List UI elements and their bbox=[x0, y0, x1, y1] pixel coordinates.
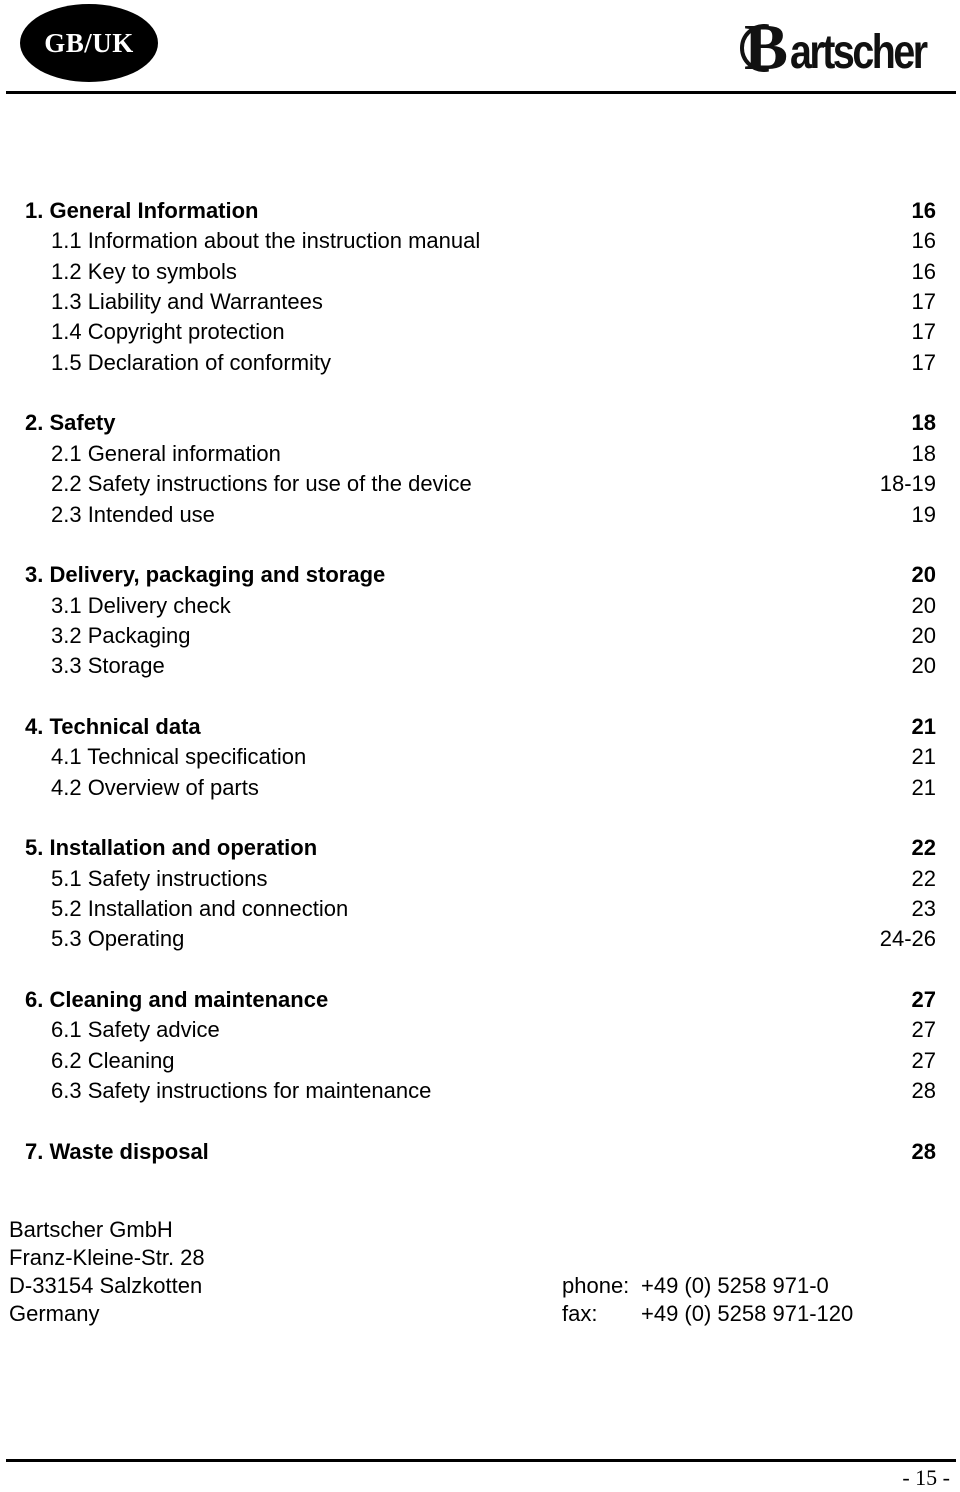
toc-label: 3. Delivery, packaging and storage bbox=[25, 562, 386, 588]
toc-page: 27 bbox=[911, 987, 936, 1013]
toc-page: 23 bbox=[911, 896, 936, 922]
toc-page: 28 bbox=[911, 1138, 936, 1164]
country: Germany bbox=[9, 1301, 100, 1326]
toc-page: 20 bbox=[911, 592, 936, 618]
toc-label: 4.1 Technical specification bbox=[51, 744, 307, 770]
toc-label: 5.1 Safety instructions bbox=[51, 865, 268, 891]
toc-page: 18 bbox=[911, 440, 936, 466]
toc-label: 3.3 Storage bbox=[51, 653, 165, 679]
phone-number: +49 (0) 5258 971-0 bbox=[641, 1273, 829, 1298]
toc-label: 2. Safety bbox=[25, 410, 116, 436]
toc-entry bbox=[0, 1076, 960, 1106]
toc-page: 16 bbox=[911, 228, 936, 254]
toc-label: 1.1 Information about the instruction manual bbox=[51, 228, 481, 254]
toc-label: 1. General Information bbox=[25, 198, 259, 223]
city: D-33154 Salzkotten bbox=[9, 1273, 203, 1298]
toc-label: 1.5 Declaration of conformity bbox=[51, 349, 332, 375]
street: Franz-Kleine-Str. 28 bbox=[9, 1245, 205, 1270]
toc-entry bbox=[0, 469, 960, 499]
toc-page: 17 bbox=[911, 319, 936, 345]
logo-text: artscher bbox=[790, 26, 926, 79]
toc-page: 21 bbox=[911, 744, 936, 770]
toc-entry bbox=[0, 894, 960, 924]
toc-entry bbox=[0, 348, 960, 378]
toc-entry bbox=[0, 651, 960, 681]
logo-mark-icon bbox=[744, 11, 792, 84]
logo-initial: B bbox=[744, 11, 789, 84]
footer-rule bbox=[6, 1459, 956, 1462]
toc-section bbox=[0, 712, 960, 742]
toc-section bbox=[0, 985, 960, 1015]
toc-label: 2.2 Safety instructions for use of the device bbox=[51, 471, 472, 497]
toc-label: 1.4 Copyright protection bbox=[51, 319, 285, 345]
toc-entry bbox=[0, 439, 960, 469]
toc-entry bbox=[0, 1015, 960, 1045]
toc-label: 6. Cleaning and maintenance bbox=[25, 987, 329, 1013]
toc-label: 4. Technical data bbox=[25, 713, 201, 739]
toc-entry bbox=[0, 317, 960, 347]
toc-entry bbox=[0, 226, 960, 256]
toc-page: 21 bbox=[911, 713, 936, 739]
bartscher-logo bbox=[744, 11, 955, 84]
toc-section bbox=[0, 1137, 960, 1167]
region-badge: GB/UK bbox=[20, 4, 158, 82]
toc-entry bbox=[0, 742, 960, 772]
toc-page: 19 bbox=[911, 501, 936, 527]
toc-entry bbox=[0, 500, 960, 530]
toc-label: 6.2 Cleaning bbox=[51, 1047, 175, 1073]
toc-label: 5.3 Operating bbox=[51, 926, 185, 952]
toc-label: 2.1 General information bbox=[51, 440, 281, 466]
toc-page: 20 bbox=[911, 622, 936, 648]
fax-number: +49 (0) 5258 971-120 bbox=[641, 1301, 854, 1326]
toc-label: 3.2 Packaging bbox=[51, 622, 191, 648]
toc-entry bbox=[0, 287, 960, 317]
toc-section bbox=[0, 560, 960, 590]
toc-page: 27 bbox=[911, 1047, 936, 1073]
toc-page: 22 bbox=[911, 835, 936, 861]
toc-entry bbox=[0, 591, 960, 621]
toc-label: 7. Waste disposal bbox=[25, 1138, 209, 1164]
toc-page: 21 bbox=[911, 774, 936, 800]
toc-entry bbox=[0, 257, 960, 287]
toc-page: 24-26 bbox=[879, 926, 936, 952]
toc-page: 16 bbox=[911, 198, 936, 223]
toc-page: 20 bbox=[911, 653, 936, 679]
toc-label: 3.1 Delivery check bbox=[51, 592, 231, 618]
toc-page: 27 bbox=[911, 1017, 936, 1043]
toc-page: 28 bbox=[911, 1078, 936, 1104]
company-name: Bartscher GmbH bbox=[9, 1217, 173, 1242]
toc-page: 17 bbox=[911, 349, 936, 375]
page-number: - 15 - bbox=[902, 1465, 950, 1490]
toc-entry bbox=[0, 924, 960, 954]
toc-section bbox=[0, 196, 960, 226]
phone-label: phone: bbox=[562, 1273, 630, 1298]
toc-label: 5.2 Installation and connection bbox=[51, 896, 349, 922]
toc-page: 18-19 bbox=[879, 471, 936, 497]
toc-label: 1.2 Key to symbols bbox=[51, 258, 237, 284]
toc-label: 2.3 Intended use bbox=[51, 501, 215, 527]
toc-label: 6.1 Safety advice bbox=[51, 1017, 220, 1043]
toc-section bbox=[0, 408, 960, 438]
toc-page: 20 bbox=[911, 562, 936, 588]
header-rule bbox=[6, 91, 956, 94]
toc-entry bbox=[0, 621, 960, 651]
toc-page: 18 bbox=[911, 410, 936, 436]
toc-section bbox=[0, 833, 960, 863]
fax-label: fax: bbox=[562, 1301, 598, 1326]
toc-page: 22 bbox=[911, 865, 936, 891]
company-address bbox=[9, 1216, 205, 1328]
toc-label: 5. Installation and operation bbox=[25, 835, 318, 861]
toc-page: 16 bbox=[911, 258, 936, 284]
toc-entry bbox=[0, 1046, 960, 1076]
toc-label: 6.3 Safety instructions for maintenance bbox=[51, 1078, 432, 1104]
toc-entry bbox=[0, 773, 960, 803]
toc-label: 4.2 Overview of parts bbox=[51, 774, 259, 800]
toc-page: 17 bbox=[911, 289, 936, 315]
toc-label: 1.3 Liability and Warrantees bbox=[51, 289, 323, 315]
toc-entry bbox=[0, 864, 960, 894]
